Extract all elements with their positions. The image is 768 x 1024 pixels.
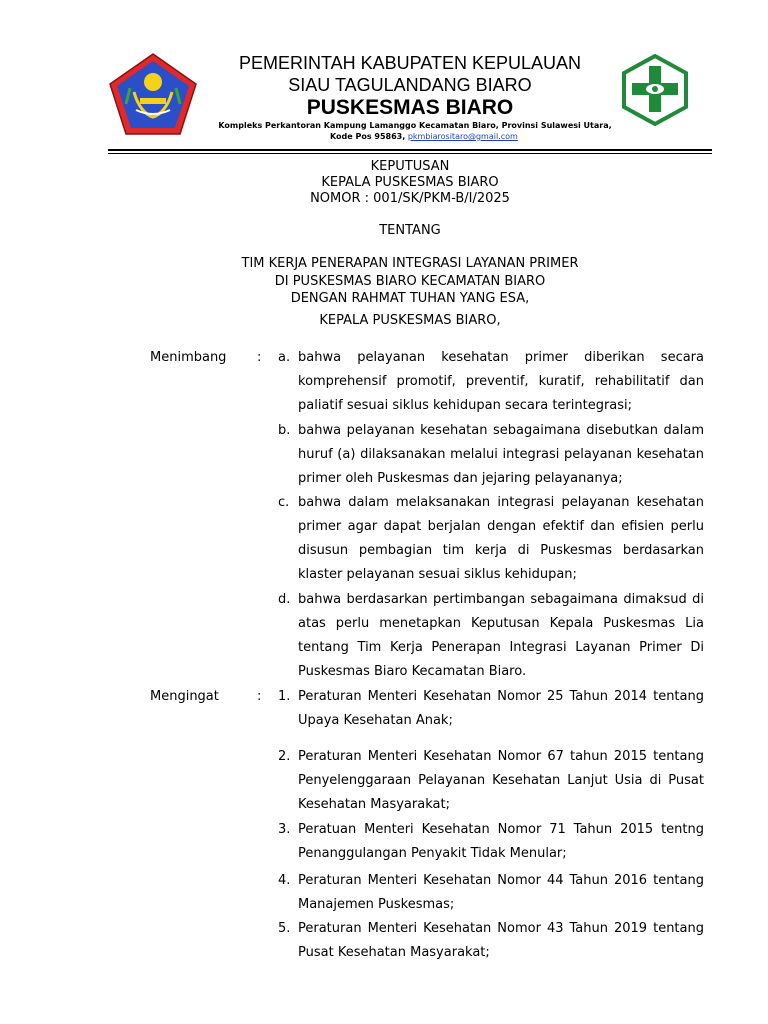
menimbang-marker-a: a. bbox=[278, 350, 291, 365]
decree-subject-3: DENGAN RAHMAT TUHAN YANG ESA, bbox=[290, 291, 530, 306]
menimbang-item-d: bahwa berdasarkan pertimbangan sebagaimana dimaksud di atas perlu menetapkan Keputusan Kepala Puskesmas Lia tentang Tim Kerja Penerapan Integrasi Layanan Primer Di Puskesmas Biaro Kecamatan Biaro. bbox=[298, 592, 704, 679]
mengingat-label: Mengingat bbox=[150, 689, 219, 704]
header-government: PEMERINTAH KABUPATEN KEPULAUAN bbox=[238, 53, 582, 73]
mengingat-marker-3: 3. bbox=[278, 822, 291, 837]
mengingat-item-4: Peraturan Menteri Kesehatan Nomor 44 Tahun 2016 tentang Manajemen Puskesmas; bbox=[298, 873, 704, 912]
mengingat-item-3: Peratuan Menteri Kesehatan Nomor 71 Tahun 2015 tentng Penanggulangan Penyakit Tidak Menular; bbox=[298, 822, 704, 861]
header-postal-line bbox=[330, 131, 518, 142]
menimbang-marker-b: b. bbox=[278, 423, 291, 438]
mengingat-marker-2: 2. bbox=[278, 749, 291, 764]
decree-heading: KEPUTUSAN bbox=[370, 159, 450, 174]
menimbang-item-c: bahwa dalam melaksanakan integrasi pelayanan kesehatan primer agar dapat berjalan dengan efektif dan efisien perlu disusun pembagian tim kerja di Puskesmas berdasarkan klaster pelayanan sesuai siklus kehidupan; bbox=[298, 495, 704, 582]
header-postal-code: Kode Pos 95863, bbox=[330, 132, 406, 141]
decree-issuer: KEPALA PUSKESMAS BIARO bbox=[321, 175, 499, 190]
mengingat-item-5: Peraturan Menteri Kesehatan Nomor 43 Tahun 2019 tentang Pusat Kesehatan Masyarakat; bbox=[298, 921, 704, 960]
decree-about: TENTANG bbox=[379, 223, 441, 238]
menimbang-marker-d: d. bbox=[278, 592, 291, 607]
menimbang-item-a: bahwa pelayanan kesehatan primer diberikan secara komprehensif promotif, preventif, kuratif, rehabilitatif dan paliatif sesuai siklus kehidupan secara terintegrasi; bbox=[298, 350, 704, 413]
menimbang-item-b: bahwa pelayanan kesehatan sebagaimana disebutkan dalam huruf (a) dilaksanakan melalui integrasi pelayanan kesehatan primer oleh Puskesmas dan jejaring pelayananya; bbox=[298, 423, 704, 486]
menimbang-label: Menimbang bbox=[150, 350, 227, 365]
decree-subject-1: TIM KERJA PENERAPAN INTEGRASI LAYANAN PRIMER bbox=[241, 256, 579, 271]
mengingat-item-2: Peraturan Menteri Kesehatan Nomor 67 tahun 2015 tentang Penyelenggaraan Pelayanan Kesehatan Lanjut Usia di Pusat Kesehatan Masyarakat; bbox=[298, 749, 704, 812]
menimbang-colon: : bbox=[257, 350, 262, 365]
menimbang-marker-c: c. bbox=[278, 495, 290, 510]
mengingat-marker-1: 1. bbox=[278, 689, 291, 704]
regency-emblem-icon bbox=[108, 52, 198, 136]
header-regency: SIAU TAGULANDANG BIARO bbox=[288, 75, 532, 95]
mengingat-colon: : bbox=[257, 689, 262, 704]
mengingat-item-1: Peraturan Menteri Kesehatan Nomor 25 Tahun 2014 tentang Upaya Kesehatan Anak; bbox=[298, 689, 704, 728]
header-email-link[interactable]: pkmbiarositaro@gmail.com bbox=[407, 132, 518, 141]
header-institution: PUSKESMAS BIARO bbox=[306, 96, 514, 119]
decree-number: NOMOR : 001/SK/PKM-B/I/2025 bbox=[310, 191, 510, 206]
header-divider-thin bbox=[108, 153, 712, 154]
header-divider-thick bbox=[108, 149, 712, 151]
decree-subject-4: KEPALA PUSKESMAS BIARO, bbox=[319, 313, 501, 328]
puskesmas-logo-icon bbox=[620, 54, 690, 126]
header-address: Kompleks Perkantoran Kampung Lamanggo Kecamatan Biaro, Provinsi Sulawesi Utara, bbox=[218, 121, 612, 130]
decree-subject-2: DI PUSKESMAS BIARO KECAMATAN BIARO bbox=[274, 274, 546, 289]
mengingat-marker-4: 4. bbox=[278, 873, 291, 888]
mengingat-marker-5: 5. bbox=[278, 921, 291, 936]
